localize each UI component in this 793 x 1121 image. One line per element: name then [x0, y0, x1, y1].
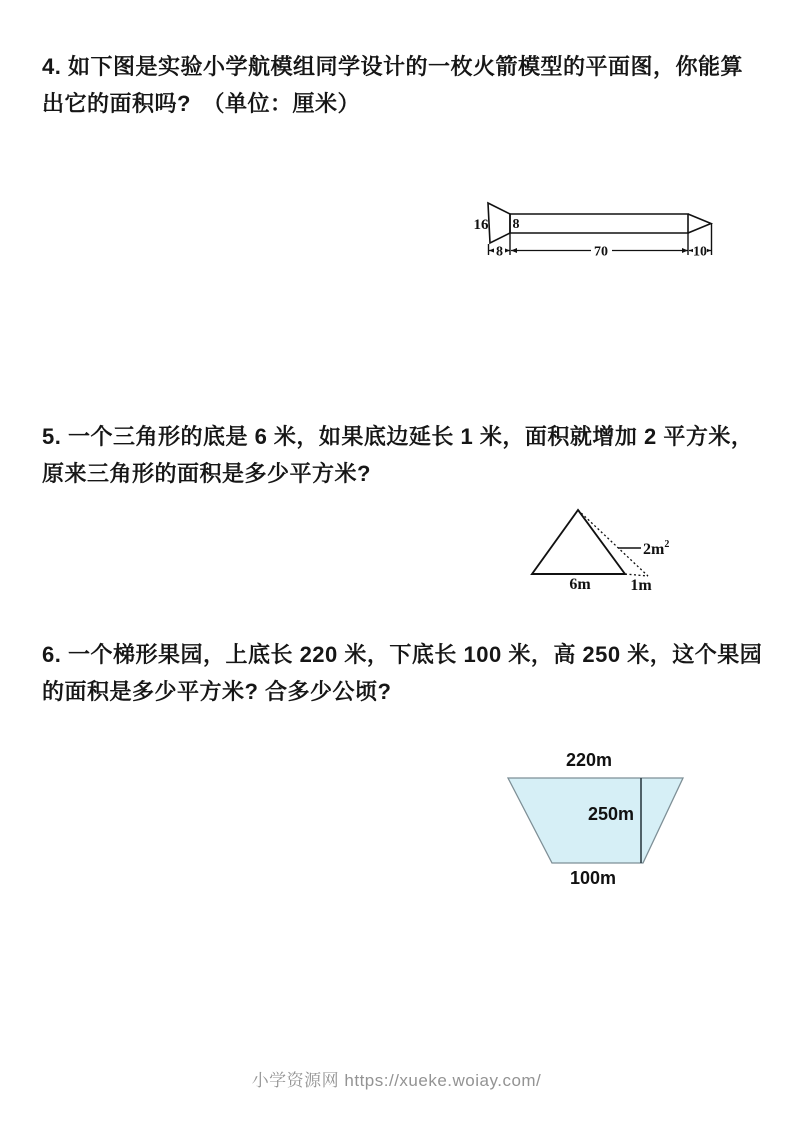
problem-5-line-2: 原来三角形的面积是多少平方米? — [42, 461, 371, 486]
height-label: 250m — [587, 804, 634, 824]
nose-length-label: 10 — [693, 244, 707, 260]
rocket-body-shape — [510, 214, 688, 233]
problem-4-line-2: 出它的面积吗? （单位：厘米） — [42, 91, 360, 116]
problem-4-line-1: 4. 如下图是实验小学航模组同学设计的一枚火箭模型的平面图，你能算 — [42, 54, 743, 79]
problem-6-text — [42, 636, 762, 710]
rocket-diagram — [470, 195, 726, 263]
problem-4-text — [42, 48, 743, 122]
dotted-base-extension — [625, 574, 648, 576]
rocket-fin-shape — [488, 203, 510, 243]
body-height-label: 8 — [512, 217, 520, 232]
bottom-base-label: 100m — [569, 868, 617, 888]
footer-watermark: 小学资源网 https://xueke.woiay.com/ — [251, 1071, 542, 1090]
body-length-label: 70 — [594, 244, 608, 260]
top-base-label: 220m — [565, 750, 613, 770]
trapezoid-diagram — [495, 742, 725, 892]
extension-label: 1m — [630, 577, 652, 594]
arrowhead-left — [511, 248, 517, 253]
base-label: 6m — [569, 576, 591, 593]
fin-height-label: 16 — [473, 217, 489, 233]
fin-width-label: 8 — [496, 244, 503, 260]
problem-6-line-1: 6. 一个梯形果园，上底长 220 米，下底长 100 米，高 250 米，这个果园 — [42, 642, 763, 667]
added-area-label — [643, 539, 669, 558]
triangle-diagram — [515, 498, 685, 596]
dotted-hypotenuse — [578, 510, 648, 576]
arrowhead-right — [682, 248, 688, 253]
problem-5-text — [42, 418, 753, 492]
rocket-nose-shape — [688, 214, 711, 233]
problem-5-line-1: 5. 一个三角形的底是 6 米，如果底边延长 1 米，面积就增加 2 平方米， — [42, 424, 754, 449]
problem-6-line-2: 的面积是多少平方米? 合多少公顷? — [42, 679, 392, 704]
added-area-value: 2m — [643, 541, 665, 558]
added-area-superscript: 2 — [664, 539, 670, 550]
